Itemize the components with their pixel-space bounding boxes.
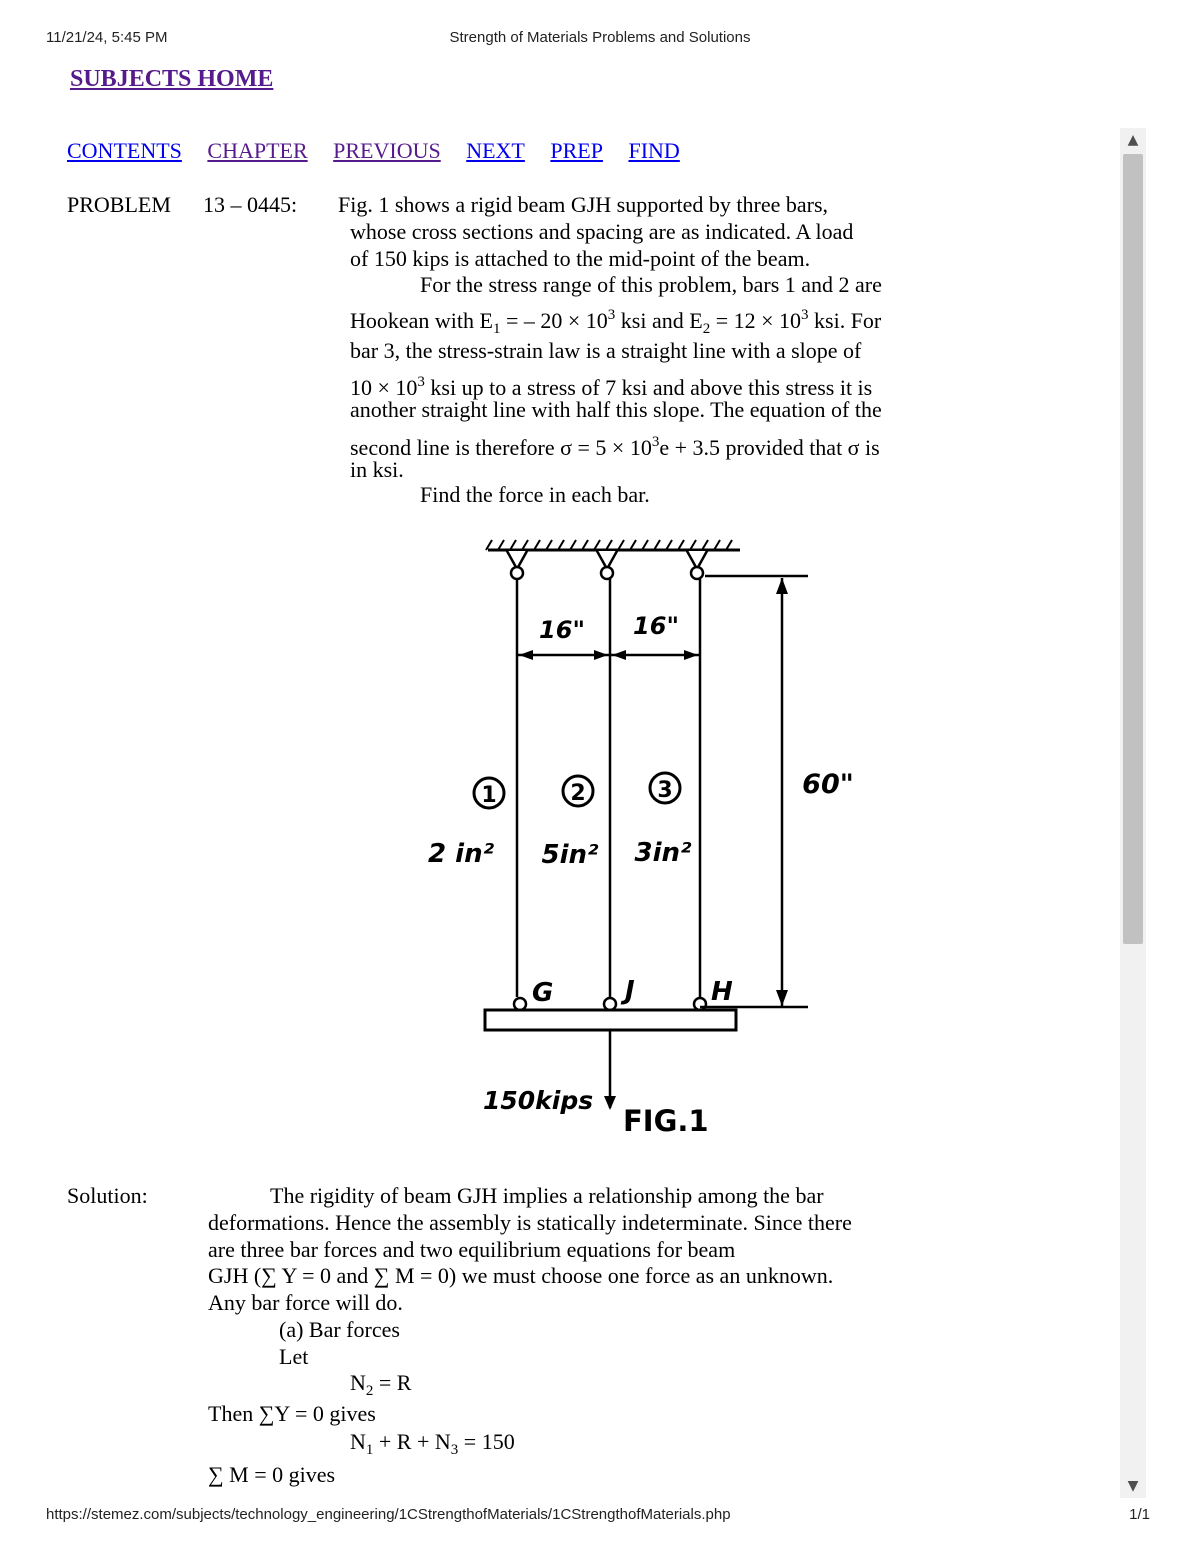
scroll-thumb[interactable]	[1123, 154, 1143, 944]
problem-line: $10 \times 10^3$ ksi up to a stress of 7 ksi and above this stress it is	[350, 374, 873, 400]
point-h-label: H	[711, 977, 733, 1007]
previous-link[interactable]: PREVIOUS	[333, 138, 441, 163]
spacing-left-label: 16"	[539, 616, 585, 644]
solution-equation: $N_1 + R + N_3 = 150$	[350, 1429, 515, 1458]
problem-label: PROBLEM	[67, 192, 171, 217]
bar-3-number: 3	[657, 778, 673, 803]
problem-line: in ksi.	[350, 457, 404, 482]
scroll-up-icon[interactable]: ▲	[1127, 132, 1139, 148]
problem-line: second line is therefore $\sigma = 5 \times 10^3e + 3.5$ provided that σ is	[350, 434, 880, 460]
solution-line: GJH (∑ Y = 0 and ∑ M = 0) we must choose one force as an unknown.	[208, 1263, 834, 1288]
bar-2-number: 2	[570, 781, 586, 806]
point-g-label: G	[532, 978, 554, 1008]
vertical-scrollbar[interactable]	[1120, 128, 1146, 1498]
top-hangers	[507, 551, 707, 579]
fig-1-diagram	[410, 530, 880, 1145]
solution-line: Any bar force will do.	[208, 1290, 403, 1315]
chapter-link[interactable]: CHAPTER	[207, 138, 308, 163]
bar-2-area: 5in²	[541, 840, 599, 870]
solution-line: ∑ M = 0 gives	[208, 1462, 336, 1487]
problem-line: For the stress range of this problem, bars 1 and 2 are	[420, 272, 882, 297]
contents-link[interactable]: CONTENTS	[67, 138, 182, 163]
solution-equation: $N_2 = R$	[350, 1370, 412, 1399]
figure-caption: FIG.1	[623, 1104, 709, 1138]
problem-line: Find the force in each bar.	[420, 482, 650, 507]
solution-line: (a) Bar forces	[279, 1317, 400, 1342]
find-link[interactable]: FIND	[628, 138, 680, 163]
problem-number: 13 – 0445:	[203, 192, 298, 217]
solution-line: Let	[279, 1344, 309, 1369]
solution-label: Solution:	[67, 1183, 148, 1208]
point-j-label: J	[625, 976, 635, 1006]
bar-1-number: 1	[481, 783, 497, 808]
solution-line: Then ∑Y = 0 gives	[208, 1401, 376, 1426]
load-label: 150kips	[483, 1086, 594, 1115]
spacing-right-label: 16"	[633, 612, 679, 640]
solution-line: deformations. Hence the assembly is statically indeterminate. Since there	[208, 1210, 852, 1235]
nav-bar	[67, 138, 700, 164]
problem-line: of 150 kips is attached to the mid-point of the beam.	[350, 246, 811, 271]
load-arrow-head	[604, 1096, 616, 1110]
problem-line: Fig. 1 shows a rigid beam GJH supported by three bars,	[338, 192, 829, 217]
print-url: https://stemez.com/subjects/technology_engineering/1CStrengthofMaterials/1CStrengthofMaterials.php	[46, 1506, 731, 1523]
prep-link[interactable]: PREP	[550, 138, 603, 163]
length-label: 60"	[802, 769, 854, 800]
solution-line: The rigidity of beam GJH implies a relationship among the bar	[270, 1183, 824, 1208]
bar-1-area: 2 in²	[428, 839, 494, 869]
print-datetime: 11/21/24, 5:45 PM	[46, 29, 168, 46]
bar-3-area: 3in²	[634, 838, 692, 868]
problem-line: bar 3, the stress-strain law is a straight line with a slope of	[350, 338, 862, 363]
beam-gjh	[485, 1010, 736, 1030]
print-page-number: 1/1	[1129, 1506, 1150, 1523]
next-link[interactable]: NEXT	[466, 138, 525, 163]
solution-line: are three bar forces and two equilibrium equations for beam	[208, 1237, 736, 1262]
problem-line: Hookean with $E_1$ = – $20 \times 10^3$ ksi and $E_2 = 12 \times 10^3$ ksi. For	[350, 307, 882, 337]
scroll-down-icon[interactable]: ▼	[1127, 1478, 1139, 1494]
subjects-home-link[interactable]: SUBJECTS HOME	[70, 66, 274, 92]
problem-line: another straight line with half this slope. The equation of the	[350, 397, 882, 422]
problem-line: whose cross sections and spacing are as indicated. A load	[350, 219, 854, 244]
print-page-title: Strength of Materials Problems and Solutions	[449, 29, 751, 46]
